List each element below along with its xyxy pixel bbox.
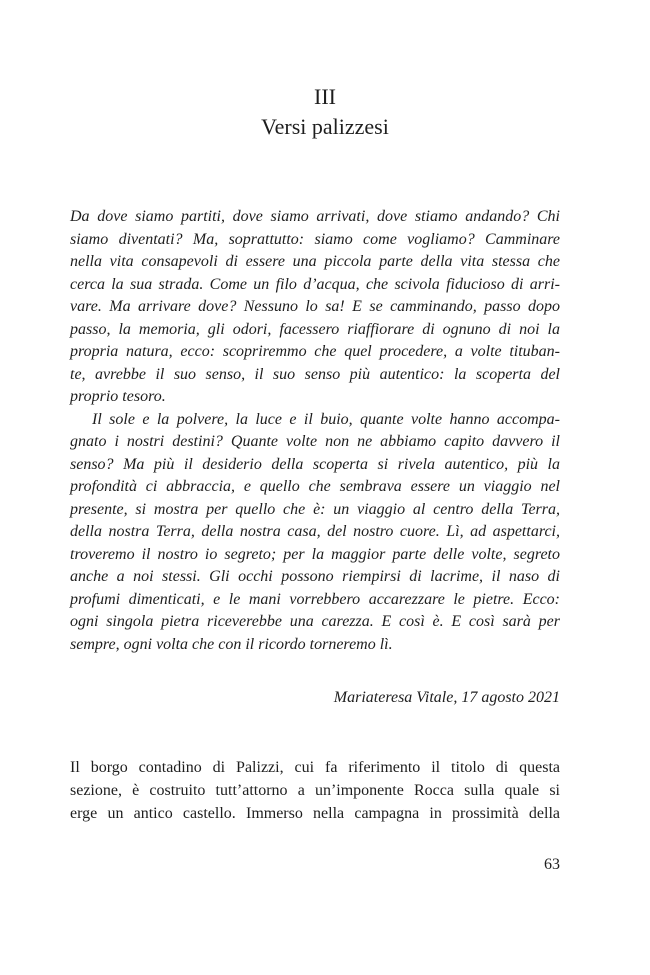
page-number: 63 xyxy=(544,856,560,873)
epigraph-line: gnato i nostri destini? Quante volte non ne abbiamo capito davvero il xyxy=(70,433,560,450)
epigraph-line: troveremo il nostro io segreto; per la maggior parte delle volte, segreto xyxy=(70,545,560,563)
epigraph xyxy=(70,206,560,656)
epigraph-line: senso? Ma più il desiderio della scoperta si rivela autentico, più la xyxy=(70,455,560,473)
epigraph-line: profondità ci abbraccia, e quello che sembrava essere un viaggio nel xyxy=(70,478,560,495)
epigraph-line: cerca la sua strada. Come un filo d’acqua, che scivola fiducioso di arri- xyxy=(70,275,560,293)
chapter-title: Versi palizzesi xyxy=(261,114,389,139)
epigraph-line: Da dove siamo partiti, dove siamo arrivati, dove stiamo andando? Chi xyxy=(70,208,560,225)
epigraph-line: anche a noi stessi. Gli occhi possono riempirsi di lacrime, il naso di xyxy=(70,568,560,585)
epigraph-signature: Mariateresa Vitale, 17 agosto 2021 xyxy=(333,689,560,706)
epigraph-line: siamo diventati? Ma, soprattutto: siamo come vogliamo? Camminare xyxy=(70,230,560,248)
body-line: sezione, è costruito tutt’attorno a un’imponente Rocca sulla quale si xyxy=(70,782,560,799)
epigraph-line: propria natura, ecco: scopriremmo che quel procedere, a volte tituban- xyxy=(70,343,560,360)
body-line: erge un antico castello. Immerso nella campagna in prossimità della xyxy=(70,805,560,822)
epigraph-line: della nostra Terra, della nostra casa, del nostro cuore. Lì, ad aspettarci, xyxy=(70,523,560,540)
epigraph-line: passo, la memoria, gli odori, facessero riaffiorare di ognuno di noi la xyxy=(70,320,560,338)
epigraph-paragraph xyxy=(70,206,560,409)
epigraph-line: Il sole e la polvere, la luce e il buio, quante volte hanno accompa- xyxy=(92,410,560,428)
epigraph-paragraph xyxy=(70,409,560,657)
epigraph-line: nella vita consapevoli di essere una piccola parte della vita stessa che xyxy=(70,253,560,270)
epigraph-line: vare. Ma arrivare dove? Nessuno lo sa! E se camminando, passo dopo xyxy=(70,298,560,315)
epigraph-line: proprio tesoro. xyxy=(70,388,166,405)
epigraph-line: profumi dimenticati, e le mani vorrebbero accarezzare le pietre. Ecco: xyxy=(70,590,560,608)
epigraph-line: ogni singola pietra riceverebbe una carezza. E così è. E così sarà per xyxy=(70,613,560,630)
body-paragraph xyxy=(70,756,560,825)
chapter-number: III xyxy=(314,84,336,109)
epigraph-line: sempre, ogni volta che con il ricordo torneremo lì. xyxy=(70,635,393,653)
body-line: Il borgo contadino di Palizzi, cui fa riferimento il titolo di questa xyxy=(70,759,560,776)
epigraph-line: presente, si mostra per quello che è: un viaggio al centro della Terra, xyxy=(70,500,560,518)
epigraph-line: te, avrebbe il suo senso, il suo senso più autentico: la scoperta del xyxy=(70,365,560,383)
